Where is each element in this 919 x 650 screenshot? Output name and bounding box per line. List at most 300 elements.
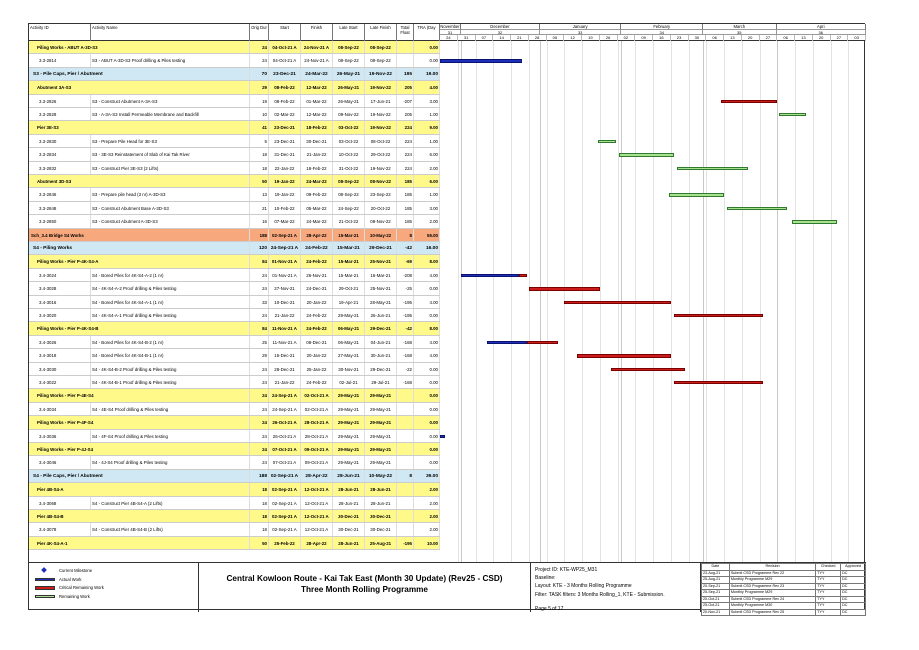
cell-activity-id: Piling Works - Pier P-4E-S4 bbox=[29, 389, 250, 401]
wbs-row[interactable] bbox=[29, 242, 440, 255]
cell-late-finish: 29-May-21 bbox=[365, 389, 397, 401]
cell-tra: 6.00 bbox=[414, 175, 440, 187]
cell-total-float: 195 bbox=[397, 68, 414, 80]
cell-start: 23-Dec-21 bbox=[269, 68, 301, 80]
day-label: 20 bbox=[813, 35, 831, 41]
wbs-row[interactable] bbox=[29, 121, 440, 134]
cell-tra: 0.00 bbox=[414, 389, 440, 401]
cell-late-start: 28-Jun-21 bbox=[333, 537, 365, 549]
cell-activity-id: 3.4-3046 bbox=[29, 456, 91, 468]
cell-late-finish: 19-Nov-22 bbox=[365, 68, 397, 80]
wbs-row[interactable] bbox=[29, 255, 440, 268]
cell-late-finish: 19-Nov-22 bbox=[365, 81, 397, 93]
cell-late-finish: 10-May-22 bbox=[365, 229, 397, 241]
activity-row[interactable] bbox=[29, 135, 440, 148]
legend-item bbox=[35, 567, 92, 574]
cell-tra: 19.00 bbox=[414, 68, 440, 80]
revision-cell: TYY bbox=[816, 609, 841, 616]
wbs-row[interactable] bbox=[29, 175, 440, 188]
report-subtitle: Three Month Rolling Programme bbox=[301, 585, 428, 594]
cell-start: 24-Sep-21 A bbox=[269, 389, 301, 401]
cell-activity-name: S4 - Construct Pier 4B-S4-B (2 Lifts) bbox=[91, 523, 250, 535]
cell-finish: 24-Mar-22 bbox=[301, 68, 333, 80]
cell-total-float: 205 bbox=[397, 81, 414, 93]
cell-late-start: 26-May-21 bbox=[333, 68, 365, 80]
cell-late-start: 15-Mar-21 bbox=[333, 242, 365, 254]
legend-swatch-milestone bbox=[35, 569, 55, 573]
cell-tra: 0.00 bbox=[414, 456, 440, 468]
cell-finish: 28-Apr-22 bbox=[301, 470, 333, 482]
cell-start: 24-Sep-21 A bbox=[269, 403, 301, 415]
cell-late-start: 28-Jun-21 bbox=[333, 470, 365, 482]
cell-tra: 0.00 bbox=[414, 309, 440, 321]
cell-orig-dur: 10 bbox=[250, 108, 269, 120]
col-late-finish[interactable]: Late Finish bbox=[365, 24, 397, 41]
day-label: 28 bbox=[529, 35, 547, 41]
cell-start: 11-Nov-21 A bbox=[269, 336, 301, 348]
day-label: 20 bbox=[742, 35, 760, 41]
cell-activity-id: Pier 3E-S3 bbox=[29, 121, 250, 133]
activity-row[interactable] bbox=[29, 376, 440, 389]
cell-finish: 09-Feb-22 bbox=[301, 188, 333, 200]
cell-total-float: -168 bbox=[397, 336, 414, 348]
cell-activity-id: S4 - Pile Caps, Pier / Abutment bbox=[29, 470, 250, 482]
activity-row[interactable] bbox=[29, 336, 440, 349]
activity-row[interactable] bbox=[29, 403, 440, 416]
cell-late-start: 29-Oct-21 bbox=[333, 282, 365, 294]
gantt-bar-critical[interactable] bbox=[519, 274, 527, 278]
cell-activity-id: 3.4-3034 bbox=[29, 403, 91, 415]
cell-tra: 0.00 bbox=[414, 376, 440, 388]
cell-activity-name: S4 - 4E-S4 Proof drilling & Piles testing bbox=[91, 403, 250, 415]
cell-start: 19-Jan-22 bbox=[269, 188, 301, 200]
cell-activity-id: 3.3-2848 bbox=[29, 202, 91, 214]
wbs-row[interactable] bbox=[29, 389, 440, 402]
cell-activity-id: Sch_3.4 Bridge S4 Works bbox=[29, 229, 250, 241]
activity-row[interactable] bbox=[29, 497, 440, 510]
cell-late-finish: 17-Jun-21 bbox=[365, 95, 397, 107]
gantt-bar-actual[interactable] bbox=[487, 341, 526, 345]
revision-header: Revision bbox=[729, 564, 815, 571]
grid-line bbox=[813, 41, 814, 562]
cell-activity-id: 3.3-2832 bbox=[29, 162, 91, 174]
schedule-sheet bbox=[28, 23, 865, 614]
cell-start: 08-Feb-22 bbox=[269, 81, 301, 93]
cell-activity-id: 3.4-3030 bbox=[29, 363, 91, 375]
day-label: 27 bbox=[831, 35, 849, 41]
cell-start: 04-Oct-21 A bbox=[269, 41, 301, 53]
cell-finish: 24-Mar-22 bbox=[301, 215, 333, 227]
cell-tra: 39.00 bbox=[414, 470, 440, 482]
gantt-bar-remaining[interactable] bbox=[669, 193, 724, 197]
legend-item bbox=[35, 576, 82, 583]
cell-total-float bbox=[397, 41, 414, 53]
cell-finish: 24-Feb-22 bbox=[301, 376, 333, 388]
cell-activity-id: S4 - Piling Works bbox=[29, 242, 250, 254]
grid-line bbox=[511, 41, 512, 562]
cell-activity-name: S4 - 4K-S4-B-1 Proof drilling & Piles testing bbox=[91, 376, 250, 388]
month-grid-line bbox=[540, 41, 541, 562]
cell-late-start: 08-Sep-22 bbox=[333, 175, 365, 187]
activity-row[interactable] bbox=[29, 148, 440, 161]
revision-cell: 20-Oct-21 bbox=[702, 596, 730, 603]
cell-total-float: 224 bbox=[397, 135, 414, 147]
gantt-bar-remaining[interactable] bbox=[792, 220, 837, 224]
activity-row[interactable] bbox=[29, 296, 440, 309]
cell-finish: 30-Dec-21 bbox=[301, 135, 333, 147]
gantt-bar-actual[interactable] bbox=[440, 59, 522, 63]
activity-row[interactable] bbox=[29, 215, 440, 228]
legend-label: Remaining Work bbox=[59, 593, 90, 599]
cell-late-start: 29-May-21 bbox=[333, 443, 365, 455]
revision-cell: Monthly Programme M29 bbox=[729, 577, 815, 584]
cell-activity-name: S3 - Construct Abutment A-3A-S3 bbox=[91, 95, 250, 107]
cell-activity-id: Abutment 3A-S3 bbox=[29, 81, 250, 93]
activity-row[interactable] bbox=[29, 162, 440, 175]
cell-orig-dur: 18 bbox=[250, 497, 269, 509]
cell-tra: 3.00 bbox=[414, 202, 440, 214]
activity-row[interactable] bbox=[29, 95, 440, 108]
cell-orig-dur: 24 bbox=[250, 389, 269, 401]
gantt-bar-actual[interactable] bbox=[461, 274, 519, 278]
revision-cell: TYY bbox=[816, 603, 841, 610]
cell-orig-dur: 18 bbox=[250, 162, 269, 174]
wbs-row[interactable] bbox=[29, 470, 440, 483]
cell-late-finish: 23-Sep-22 bbox=[365, 188, 397, 200]
cell-late-start: 08-Sep-22 bbox=[333, 41, 365, 53]
month-grid-line bbox=[777, 41, 778, 562]
cell-total-float: -168 bbox=[397, 349, 414, 361]
revision-header: Checked bbox=[816, 564, 841, 571]
wbs-row[interactable] bbox=[29, 416, 440, 429]
cell-late-finish: 26-Jun-21 bbox=[365, 309, 397, 321]
cell-activity-name: S4 - Construct Pier 4B-S4-A (2 Lifts) bbox=[91, 497, 250, 509]
activity-row[interactable] bbox=[29, 349, 440, 362]
cell-late-finish: 20-Oct-22 bbox=[365, 202, 397, 214]
activity-row[interactable] bbox=[29, 202, 440, 215]
cell-finish: 12-Mar-22 bbox=[301, 108, 333, 120]
week-label: 34 bbox=[621, 30, 703, 35]
cell-tra: 1.00 bbox=[414, 135, 440, 147]
month-grid-line bbox=[703, 41, 704, 562]
cell-start: 27-Nov-21 bbox=[269, 282, 301, 294]
cell-activity-id: Pier 4B-S4-A bbox=[29, 483, 250, 495]
cell-tra: 8.00 bbox=[414, 255, 440, 267]
cell-start: 26-Oct-21 A bbox=[269, 416, 301, 428]
revision-cell: DC bbox=[841, 609, 866, 616]
gantt-bar-critical[interactable] bbox=[721, 100, 776, 104]
cell-orig-dur: 84 bbox=[250, 322, 269, 334]
gantt-bar-actual[interactable] bbox=[440, 435, 445, 439]
legend bbox=[29, 563, 199, 612]
gantt-bar-critical[interactable] bbox=[564, 301, 672, 305]
cell-late-start: 02-Jul-21 bbox=[333, 376, 365, 388]
col-late-start[interactable]: Late Start bbox=[333, 24, 365, 41]
cell-total-float: -42 bbox=[397, 242, 414, 254]
cell-start: 02-Sep-21 A bbox=[269, 229, 301, 241]
col-activity-name[interactable]: Activity Name bbox=[91, 24, 250, 41]
month-label: December bbox=[461, 24, 540, 30]
cell-finish: 28-Oct-21 A bbox=[301, 416, 333, 428]
revision-cell: 25-Sep-21 bbox=[702, 590, 730, 597]
layout-name: Layout: KTE - 3 Months Rolling Programme bbox=[535, 583, 632, 590]
gantt-bar-remaining[interactable] bbox=[619, 153, 674, 157]
cell-total-float bbox=[397, 403, 414, 415]
cell-activity-name: S3 - Construct Abutment Base A-3D-S3 bbox=[91, 202, 250, 214]
gantt-bar-critical[interactable] bbox=[527, 341, 559, 345]
project-info bbox=[531, 563, 701, 612]
day-label: 05 bbox=[547, 35, 565, 41]
day-label: 06 bbox=[706, 35, 724, 41]
cell-late-start: 29-May-21 bbox=[333, 416, 365, 428]
cell-finish: 01-Mar-22 bbox=[301, 95, 333, 107]
gantt-bar-critical[interactable] bbox=[674, 381, 763, 385]
cell-late-finish: 08-Nov-22 bbox=[365, 175, 397, 187]
gantt-bar-critical[interactable] bbox=[529, 287, 600, 291]
cell-orig-dur: 24 bbox=[250, 403, 269, 415]
cell-activity-name: S4 - 4F-S4 Proof drilling & Piles testing bbox=[91, 430, 250, 442]
grid-line bbox=[831, 41, 832, 562]
col-tra[interactable]: TRA (Day bbox=[414, 24, 440, 41]
cell-orig-dur: 18 bbox=[250, 510, 269, 522]
day-label: 27 bbox=[760, 35, 778, 41]
cell-orig-dur: 24 bbox=[250, 443, 269, 455]
cell-finish: 20-Jan-22 bbox=[301, 296, 333, 308]
report-title: Central Kowloon Route - Kai Tak East (Month 30 Update) (Rev25 - CSD) bbox=[226, 574, 503, 583]
activity-row[interactable] bbox=[29, 309, 440, 322]
wbs-row[interactable] bbox=[29, 68, 440, 81]
cell-total-float bbox=[397, 416, 414, 428]
cell-late-start: 15-Mar-21 bbox=[333, 229, 365, 241]
activity-row[interactable] bbox=[29, 108, 440, 121]
cell-late-start: 19-Apr-21 bbox=[333, 296, 365, 308]
day-label: 24 bbox=[440, 35, 458, 41]
activity-row[interactable] bbox=[29, 282, 440, 295]
col-start[interactable]: Start bbox=[269, 24, 301, 41]
gantt-bar-remaining[interactable] bbox=[727, 207, 787, 211]
cell-finish: 28-Apr-22 bbox=[301, 229, 333, 241]
cell-late-finish: 08-Oct-22 bbox=[365, 135, 397, 147]
cell-activity-name: S4 - 4J-S4 Proof drilling & Piles testing bbox=[91, 456, 250, 468]
cell-late-finish: 08-Nov-22 bbox=[365, 215, 397, 227]
cell-start: 01-Nov-21 A bbox=[269, 269, 301, 281]
cell-start: 02-Sep-21 A bbox=[269, 470, 301, 482]
activity-row[interactable] bbox=[29, 188, 440, 201]
cell-orig-dur: 50 bbox=[250, 175, 269, 187]
cell-late-finish: 30-Dec-21 bbox=[365, 510, 397, 522]
cell-late-finish: 29-Dec-21 bbox=[365, 322, 397, 334]
cell-total-float: 8 bbox=[397, 229, 414, 241]
revision-cell: 20-Sep-21 bbox=[702, 583, 730, 590]
week-label: 32 bbox=[461, 30, 540, 35]
cell-total-float bbox=[397, 510, 414, 522]
revision-cell: TYY bbox=[816, 570, 841, 577]
activity-row[interactable] bbox=[29, 54, 440, 67]
cell-tra: 0.00 bbox=[414, 416, 440, 428]
revision-header: Date bbox=[702, 564, 730, 571]
cell-orig-dur: 188 bbox=[250, 470, 269, 482]
cell-tra: 8.00 bbox=[414, 322, 440, 334]
cell-start: 07-Oct-21 A bbox=[269, 443, 301, 455]
cell-tra: 0.00 bbox=[414, 282, 440, 294]
gantt-bar-critical[interactable] bbox=[674, 314, 763, 318]
cell-tra: 4.00 bbox=[414, 269, 440, 281]
cell-late-finish: 10-May-22 bbox=[365, 470, 397, 482]
cell-total-float: 205 bbox=[397, 108, 414, 120]
project-id: Project ID: KTE-WP25_M31 bbox=[535, 567, 598, 573]
cell-start: 31-Dec-21 bbox=[269, 148, 301, 160]
cell-total-float: -42 bbox=[397, 322, 414, 334]
cell-total-float bbox=[397, 443, 414, 455]
cell-start: 10-Dec-21 bbox=[269, 296, 301, 308]
activity-row[interactable] bbox=[29, 456, 440, 469]
cell-tra: 10.00 bbox=[414, 537, 440, 549]
gantt-bar-critical[interactable] bbox=[611, 368, 685, 372]
grid-line bbox=[458, 41, 459, 562]
wbs-row[interactable] bbox=[29, 322, 440, 335]
cell-orig-dur: 24 bbox=[250, 282, 269, 294]
wbs-row[interactable] bbox=[29, 229, 440, 242]
cell-activity-name: S4 - Bored Piles for 4K-S4-A-2 (1 nr) bbox=[91, 269, 250, 281]
cell-late-finish: 25-Aug-21 bbox=[365, 537, 397, 549]
week-label: 33 bbox=[540, 30, 622, 35]
day-label: 21 bbox=[511, 35, 529, 41]
cell-late-start: 15-Mar-21 bbox=[333, 269, 365, 281]
cell-activity-name: S3 - Prepare Pile Head for 3E-S3 bbox=[91, 135, 250, 147]
cell-finish: 24-Dec-21 bbox=[301, 282, 333, 294]
revision-cell: Monthly Programme M29 bbox=[729, 590, 815, 597]
col-orig-dur[interactable]: Orig Dur bbox=[250, 24, 269, 41]
revision-cell: 20-Nov-21 bbox=[702, 609, 730, 616]
activity-table bbox=[29, 41, 866, 562]
legend-label: Actual Work bbox=[59, 576, 82, 582]
cell-orig-dur: 50 bbox=[250, 537, 269, 549]
legend-swatch-critical bbox=[35, 586, 55, 590]
revision-cell: TYY bbox=[816, 583, 841, 590]
cell-total-float: 185 bbox=[397, 215, 414, 227]
cell-activity-name: S3 - Prepare pile head (3 nr) A-3D-S3 bbox=[91, 188, 250, 200]
day-label: 12 bbox=[564, 35, 582, 41]
day-label: 02 bbox=[618, 35, 636, 41]
cell-late-start: 30-Nov-21 bbox=[333, 363, 365, 375]
revision-cell: 25-Aug-21 bbox=[702, 577, 730, 584]
cell-start: 23-Dec-21 bbox=[269, 135, 301, 147]
gantt-bar-remaining[interactable] bbox=[598, 140, 616, 144]
cell-late-finish: 19-Nov-22 bbox=[365, 108, 397, 120]
cell-activity-name: S3 - Construct Pier 3E-S3 (2 Lifts) bbox=[91, 162, 250, 174]
cell-finish: 24-Nov-21 A bbox=[301, 54, 333, 66]
activity-row[interactable] bbox=[29, 430, 440, 443]
cell-orig-dur: 24 bbox=[250, 363, 269, 375]
gantt-bar-remaining[interactable] bbox=[779, 113, 805, 117]
cell-start: 23-Dec-21 bbox=[269, 121, 301, 133]
cell-start: 10-Feb-22 bbox=[269, 202, 301, 214]
cell-total-float: 185 bbox=[397, 202, 414, 214]
cell-late-finish: 04-Jun-21 bbox=[365, 336, 397, 348]
wbs-row[interactable] bbox=[29, 81, 440, 94]
cell-late-finish: 08-Sep-22 bbox=[365, 54, 397, 66]
cell-finish: 24-Feb-22 bbox=[301, 242, 333, 254]
cell-orig-dur: 21 bbox=[250, 202, 269, 214]
cell-late-start: 21-Oct-22 bbox=[333, 215, 365, 227]
cell-total-float: -195 bbox=[397, 309, 414, 321]
day-label: 13 bbox=[724, 35, 742, 41]
cell-total-float: -69 bbox=[397, 255, 414, 267]
month-label: March bbox=[703, 24, 777, 30]
day-label: 06 bbox=[777, 35, 795, 41]
cell-activity-name: S4 - Bored Piles for 4K-S4-B-1 (1 nr) bbox=[91, 349, 250, 361]
cell-tra: 0.00 bbox=[414, 430, 440, 442]
cell-tra: 55.00 bbox=[414, 229, 440, 241]
title-block bbox=[199, 563, 531, 612]
cell-late-finish: 28-Jun-21 bbox=[365, 497, 397, 509]
wbs-row[interactable] bbox=[29, 483, 440, 496]
cell-activity-id: 3.3-2826 bbox=[29, 95, 91, 107]
cell-late-finish: 19-Nov-22 bbox=[365, 121, 397, 133]
revision-cell: TYY bbox=[816, 596, 841, 603]
cell-orig-dur: 24 bbox=[250, 309, 269, 321]
cell-total-float bbox=[397, 54, 414, 66]
cell-finish: 02-Oct-21 A bbox=[301, 403, 333, 415]
cell-total-float: 185 bbox=[397, 175, 414, 187]
wbs-row[interactable] bbox=[29, 537, 440, 550]
revision-cell: Submit CSD Programme Rev 25 bbox=[729, 609, 815, 616]
gantt-bar-remaining[interactable] bbox=[677, 167, 748, 171]
revision-cell: DC bbox=[841, 570, 866, 577]
cell-orig-dur: 19 bbox=[250, 95, 269, 107]
col-finish[interactable]: Finish bbox=[301, 24, 333, 41]
wbs-row[interactable] bbox=[29, 443, 440, 456]
cell-total-float bbox=[397, 483, 414, 495]
cell-activity-id: Abutment 3D-S3 bbox=[29, 175, 250, 187]
cell-orig-dur: 24 bbox=[250, 416, 269, 428]
cell-late-finish: 30-Jun-21 bbox=[365, 349, 397, 361]
cell-late-finish: 29-Oct-22 bbox=[365, 148, 397, 160]
cell-finish: 12-Oct-21 A bbox=[301, 510, 333, 522]
legend-swatch-actual bbox=[35, 578, 55, 582]
cell-orig-dur: 16 bbox=[250, 215, 269, 227]
cell-late-start: 08-Sep-22 bbox=[333, 188, 365, 200]
wbs-row[interactable] bbox=[29, 41, 440, 54]
cell-late-finish: 29-Jul-21 bbox=[365, 376, 397, 388]
col-total-float[interactable]: Total Float bbox=[397, 24, 414, 41]
cell-activity-id: 3.4-3018 bbox=[29, 349, 91, 361]
wbs-row[interactable] bbox=[29, 510, 440, 523]
col-activity-id[interactable]: Activity ID bbox=[29, 24, 91, 41]
cell-late-start: 28-Jun-21 bbox=[333, 483, 365, 495]
legend-label: Current Milestone bbox=[59, 568, 93, 573]
cell-late-start: 24-Sep-22 bbox=[333, 202, 365, 214]
cell-tra: 4.00 bbox=[414, 336, 440, 348]
activity-row[interactable] bbox=[29, 523, 440, 536]
cell-finish: 12-Oct-21 A bbox=[301, 483, 333, 495]
cell-start: 21-Jan-22 bbox=[269, 376, 301, 388]
cell-orig-dur: 24 bbox=[250, 269, 269, 281]
cell-finish: 24-Nov-21 A bbox=[301, 41, 333, 53]
gantt-bar-critical[interactable] bbox=[577, 354, 672, 358]
cell-finish: 24-Feb-22 bbox=[301, 322, 333, 334]
cell-late-start: 26-May-21 bbox=[333, 81, 365, 93]
cell-orig-dur: 24 bbox=[250, 41, 269, 53]
activity-row[interactable] bbox=[29, 363, 440, 376]
cell-activity-name: S4 - Bored Piles for 4K-S4-A-1 (1 nr) bbox=[91, 296, 250, 308]
revision-cell: 25-Oct-21 bbox=[702, 603, 730, 610]
cell-orig-dur: 41 bbox=[250, 121, 269, 133]
activity-row[interactable] bbox=[29, 269, 440, 282]
cell-start: 08-Feb-22 bbox=[269, 95, 301, 107]
cell-total-float: 224 bbox=[397, 121, 414, 133]
cell-total-float bbox=[397, 497, 414, 509]
